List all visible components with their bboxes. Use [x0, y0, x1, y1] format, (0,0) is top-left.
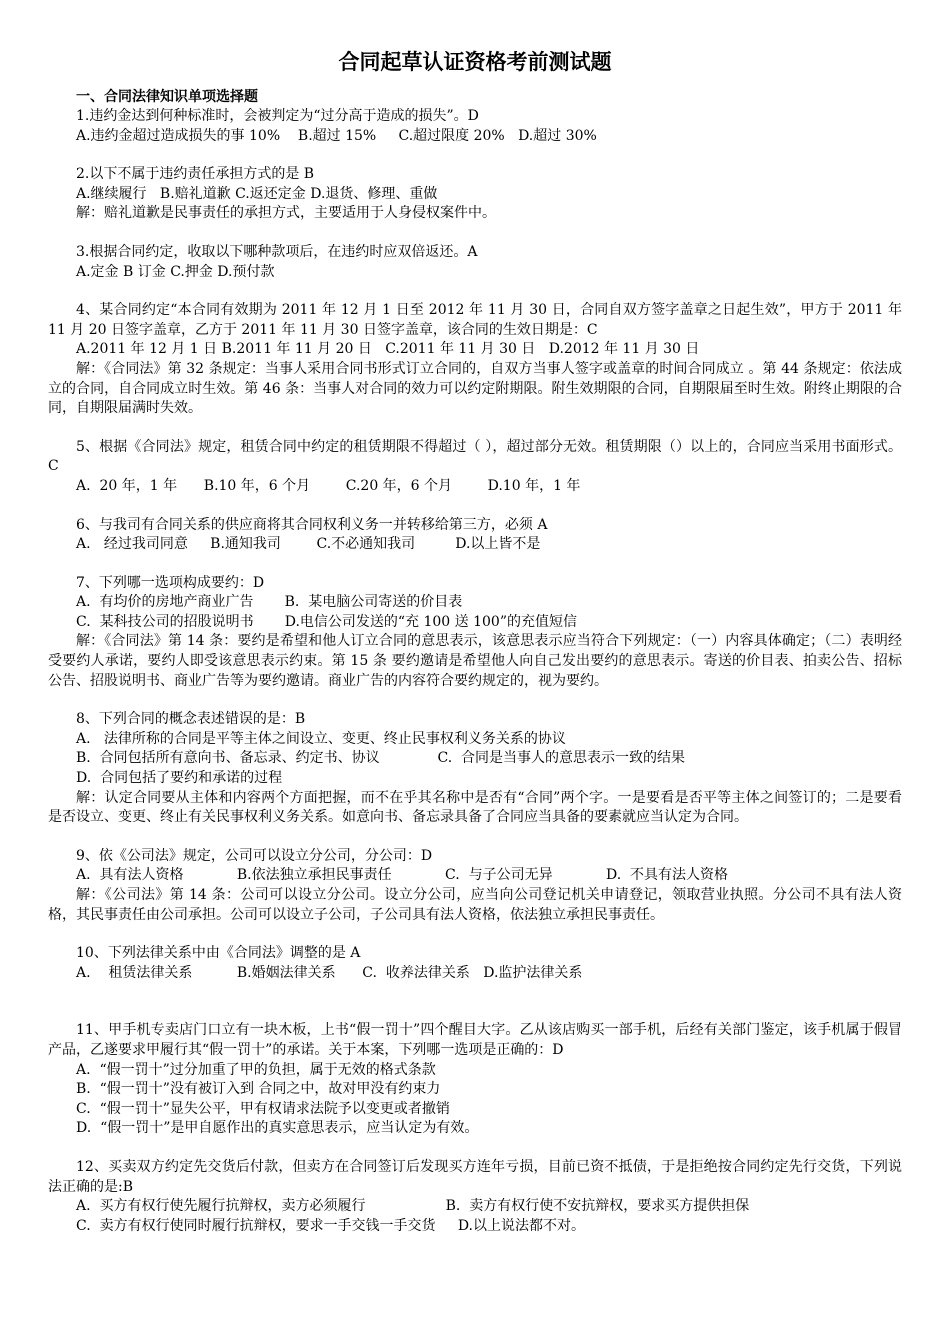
- question-explanation: 解：《公司法》第 14 条：公司可以设立分公司。设立分公司，应当向公司登记机关申请登记，领取营业执照。分公司不具有法人资格，其民事责任由公司承担。公司可以设立子公司，子公司具有法人资格，依法独立承担民事责任。: [48, 887, 902, 923]
- question-stem: 5、根据《合同法》规定，租赁合同中约定的租赁期限不得超过（ ），超过部分无效。租赁期限（）以上的，合同应当采用书面形式。C: [48, 438, 902, 475]
- question-options: A.继续履行 B.赔礼道歉 C.返还定金 D.退货、修理、重做: [76, 185, 438, 202]
- question-12: [48, 1158, 902, 1236]
- question-stem: 10、下列法律关系中由《合同法》调整的是 A: [76, 945, 361, 962]
- question-options: A. 20 年，1 年 B.10 年，6 个月 C.20 年，6 个月 D.10 年，1 年: [76, 477, 581, 494]
- question-11: [48, 1021, 902, 1139]
- question-5: [48, 438, 902, 497]
- question-stem: 3.根据合同约定，收取以下哪种款项后，在违约时应双倍返还。A: [76, 243, 478, 260]
- question-option-line: D. “假一罚十”是甲自愿作出的真实意思表示，应当认定为有效。: [76, 1120, 479, 1137]
- question-3: [48, 243, 902, 282]
- question-stem: 7、下列哪一选项构成要约：D: [76, 574, 265, 591]
- question-stem: 9、依《公司法》规定，公司可以设立分公司，分公司：D: [76, 847, 433, 864]
- question-option-line: D. 合同包括了要约和承诺的过程: [76, 770, 283, 787]
- question-4: [48, 301, 902, 419]
- question-option-line: C. “假一罚十”显失公平，甲有权请求法院予以变更或者撤销: [76, 1100, 450, 1117]
- question-stem: 2.以下不属于违约责任承担方式的是 B: [76, 166, 315, 183]
- question-7: [48, 574, 902, 692]
- question-option-line: B. 合同包括所有意向书、备忘录、约定书、协议 C. 合同是当事人的意思表示一致的结果: [76, 750, 686, 767]
- question-1: [48, 107, 902, 146]
- question-options: A.2011 年 12 月 1 日 B.2011 年 11 月 20 日 C.2011 年 11 月 30 日 D.2012 年 11 月 30 日: [76, 341, 700, 358]
- question-stem: 12、买卖双方约定先交货后付款，但卖方在合同签订后发现买方连年亏损，目前已资不抵债，于是拒绝按合同约定先行交货，下列说法正确的是:B: [48, 1158, 902, 1195]
- question-stem: 8、下列合同的概念表述错误的是：B: [76, 711, 306, 728]
- question-explanation: 解：赔礼道歉是民事责任的承担方式，主要适用于人身侵权案件中。: [76, 205, 496, 222]
- question-options: A. 租赁法律关系 B.婚姻法律关系 C. 收养法律关系 D.监护法律关系: [76, 964, 583, 981]
- question-option-line: A. “假一罚十”过分加重了甲的负担，属于无效的格式条款: [76, 1061, 436, 1078]
- question-explanation: 解：《合同法》第 32 条规定：当事人采用合同书形式订立合同的，自双方当事人签字或盖章的时间合同成立 。第 44 条规定：依法成立的合同，自合同成立时生效。第 46 条：当事人对合同的效力可以约定附期限。附生效期限的合同，自期限届至时生效。附终止期限的合同，自期限届满时失效。: [48, 360, 902, 417]
- question-stem: 6、与我司有合同关系的供应商将其合同权利义务一并转移给第三方，必须 A: [76, 516, 548, 533]
- question-8: [48, 710, 902, 828]
- question-explanation: 解：认定合同要从主体和内容两个方面把握，而不在乎其名称中是否有“合同”两个字。一是要看是否平等主体之间签订的；二是要看是否设立、变更、终止有关民事权利义务关系。如意向书、备忘录具备了合同应当具备的要素就应当认定为合同。: [48, 789, 902, 826]
- question-6: [48, 516, 902, 555]
- question-stem: 4、某合同约定“本合同有效期为 2011 年 12 月 1 日至 2012 年 11 月 30 日，合同自双方签字盖章之日起生效”，甲方于 2011 年 11 月 20 日签字盖章，乙方于 2011 年 11 月 30 日签字盖章，该合同的生效日期是：C: [48, 302, 902, 338]
- question-10: [48, 944, 902, 983]
- question-option-line: C. 某科技公司的招股说明书 D.电信公司发送的“充 100 送 100”的充值短信: [76, 613, 577, 630]
- question-option-line: B. “假一罚十”没有被订入到 合同之中，故对甲没有约束力: [76, 1081, 441, 1098]
- question-options: A.违约金超过造成损失的事 10% B.超过 15% C.超过限度 20% D.超过 30%: [76, 127, 597, 144]
- question-options: A. 具有法人资格 B.依法独立承担民事责任 C. 与子公司无异 D. 不具有法人资格: [76, 867, 729, 884]
- question-2: [48, 165, 902, 224]
- question-options: A. 经过我司同意 B.通知我司 C.不必通知我司 D.以上皆不是: [76, 536, 541, 553]
- question-explanation: 解：《合同法》第 14 条：要约是希望和他人订立合同的意思表示，该意思表示应当符合下列规定：（一）内容具体确定；（二）表明经受要约人承诺，要约人即受该意思表示约束。第 15 条 要约邀请是希望他人向自己发出要约的意思表示。寄送的价目表、拍卖公告、招标公告、招股说明书、商业广告等为要约邀请。商业广告的内容符合要约规定的，视为要约。: [48, 633, 902, 689]
- question-option-line: A. 买方有权行使先履行抗辩权，卖方必须履行 B. 卖方有权行使不安抗辩权，要求买方提供担保: [76, 1198, 750, 1215]
- question-stem: 11、甲手机专卖店门口立有一块木板，上书“假一罚十”四个醒目大字。乙从该店购买一部手机，后经有关部门鉴定，该手机属于假冒产品，乙遂要求甲履行其“假一罚十”的承诺。关于本案，下列哪一选项是正确的：D: [48, 1022, 902, 1058]
- question-option-line: A. 法律所称的合同是平等主体之间设立、变更、终止民事权利义务关系的协议: [76, 730, 566, 747]
- section-heading: 一、合同法律知识单项选择题: [76, 89, 258, 105]
- question-options: A.定金 B 订金 C.押金 D.预付款: [76, 263, 275, 280]
- question-option-line: A. 有均价的房地产商业广告 B. 某电脑公司寄送的价目表: [76, 594, 463, 611]
- question-9: [48, 847, 902, 925]
- page-title: 合同起草认证资格考前测试题: [338, 50, 612, 74]
- question-option-line: C. 卖方有权行使同时履行抗辩权，要求一手交钱一手交货 D.以上说法都不对。: [76, 1217, 585, 1234]
- question-stem: 1.违约金达到何种标准时，会被判定为“过分高于造成的损失”。D: [76, 108, 479, 124]
